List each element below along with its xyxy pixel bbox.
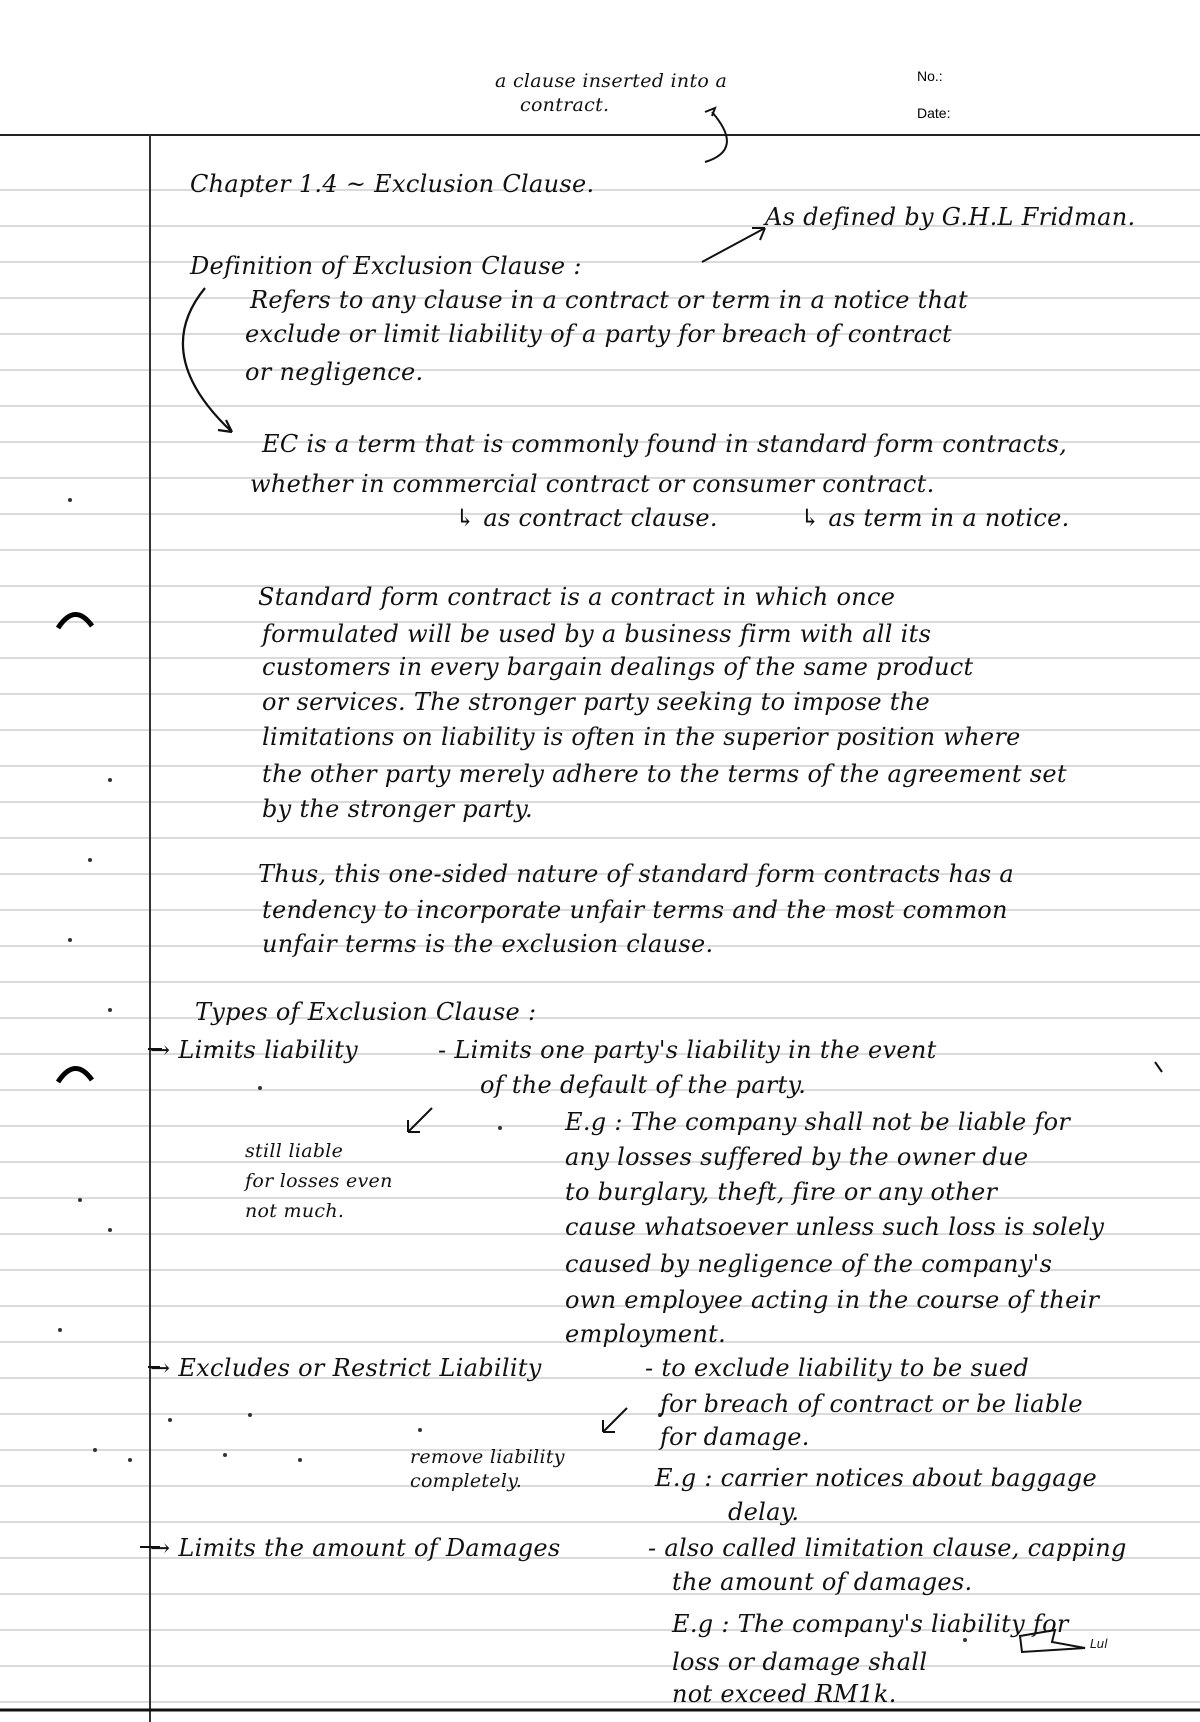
type-definition: for damage. — [660, 1423, 810, 1451]
top-note-line: a clause inserted into a — [495, 70, 728, 92]
example-line: E.g : The company's liability for — [672, 1610, 1069, 1638]
ec-as-contract: ↳ as contract clause. — [455, 504, 718, 532]
type-definition: the amount of damages. — [672, 1568, 973, 1596]
stray-dot — [248, 1413, 252, 1417]
example-line: own employee acting in the course of their — [565, 1286, 1100, 1314]
example-line: cause whatsoever unless such loss is solely — [565, 1213, 1105, 1241]
type-definition: for breach of contract or be liable — [660, 1390, 1083, 1418]
stray-dot — [108, 1228, 112, 1232]
example-line: delay. — [728, 1498, 800, 1526]
definition-line: or negligence. — [245, 358, 424, 386]
standard-form-line: Standard form contract is a contract in which once — [258, 583, 896, 611]
side-note: still liable — [245, 1140, 344, 1162]
stray-dot — [108, 778, 112, 782]
arrow-attribution — [702, 228, 765, 262]
type-definition: - also called limitation clause, capping — [648, 1534, 1127, 1562]
example-line: caused by negligence of the company's — [565, 1250, 1053, 1278]
stray-dot — [88, 858, 92, 862]
stray-dot — [168, 1418, 172, 1422]
arrow-side-note-2 — [603, 1408, 627, 1432]
type-definition: - Limits one party's liability in the event — [438, 1036, 937, 1064]
date-label: Date: — [917, 105, 951, 121]
example-line: E.g : carrier notices about baggage — [655, 1464, 1097, 1492]
thus-line: Thus, this one-sided nature of standard form contracts has a — [258, 860, 1014, 888]
example-line: any losses suffered by the owner due — [565, 1143, 1029, 1171]
punch-mark-top — [58, 614, 92, 628]
side-note: for losses even — [245, 1170, 393, 1192]
ec-as-notice: ↳ as term in a notice. — [800, 504, 1070, 532]
example-line: to burglary, theft, fire or any other — [565, 1178, 998, 1206]
type-term: → Limits liability — [150, 1036, 359, 1064]
example-line: E.g : The company shall not be liable for — [565, 1108, 1071, 1136]
stray-dot — [68, 938, 72, 942]
stray-dot — [498, 1126, 502, 1130]
stray-dot — [128, 1458, 132, 1462]
example-line: loss or damage shall — [672, 1648, 928, 1676]
curve-definition-to-ec — [183, 288, 232, 432]
ec-note-line: EC is a term that is commonly found in standard form contracts, — [262, 430, 1068, 458]
svg-text:Lul: Lul — [1090, 1637, 1108, 1651]
stray-dot — [68, 498, 72, 502]
number-label: No.: — [917, 68, 943, 84]
arrow-side-note-1 — [408, 1108, 432, 1132]
type-definition: of the default of the party. — [480, 1071, 807, 1099]
standard-form-line: by the stronger party. — [262, 795, 533, 823]
standard-form-line: or services. The stronger party seeking to impose the — [262, 688, 930, 716]
standard-form-line: customers in every bargain dealings of the same product — [262, 653, 974, 681]
example-line: not exceed RM1k. — [672, 1680, 897, 1708]
standard-form-line: the other party merely adhere to the terms of the agreement set — [262, 760, 1067, 788]
top-note-line: contract. — [520, 94, 610, 116]
chapter-title: Chapter 1.4 ~ Exclusion Clause. — [190, 170, 595, 198]
curve-note-to-title — [705, 112, 727, 162]
type-term: → Excludes or Restrict Liability — [150, 1354, 542, 1382]
standard-form-line: limitations on liability is often in the superior position where — [262, 723, 1021, 751]
definition-line: Refers to any clause in a contract or term in a notice that — [250, 286, 968, 314]
attribution: As defined by G.H.L Fridman. — [765, 203, 1136, 231]
types-heading: Types of Exclusion Clause : — [195, 998, 537, 1026]
stray-dot — [298, 1458, 302, 1462]
standard-form-line: formulated will be used by a business firm with all its — [262, 620, 932, 648]
definition-line: exclude or limit liability of a party for breach of contract — [245, 320, 953, 348]
punch-mark-bottom — [58, 1068, 92, 1082]
thus-line: tendency to incorporate unfair terms and the most common — [262, 896, 1008, 924]
stray-dot — [258, 1086, 262, 1090]
thus-line: unfair terms is the exclusion clause. — [262, 930, 714, 958]
type-term: → Limits the amount of Damages — [150, 1534, 561, 1562]
stray-dot — [58, 1328, 62, 1332]
ec-note-line: whether in commercial contract or consumer contract. — [250, 470, 935, 498]
stray-dot — [108, 1008, 112, 1012]
type-definition: - to exclude liability to be sued — [645, 1354, 1030, 1382]
stray-dot — [963, 1638, 967, 1642]
side-note: completely. — [410, 1470, 523, 1492]
stray-dot — [223, 1453, 227, 1457]
stray-dot — [418, 1428, 422, 1432]
stray-dot — [93, 1448, 97, 1452]
example-line: employment. — [565, 1320, 726, 1348]
stray-dot — [78, 1198, 82, 1202]
side-note: remove liability — [410, 1446, 565, 1468]
side-note: not much. — [245, 1200, 345, 1222]
definition-heading: Definition of Exclusion Clause : — [190, 252, 582, 280]
